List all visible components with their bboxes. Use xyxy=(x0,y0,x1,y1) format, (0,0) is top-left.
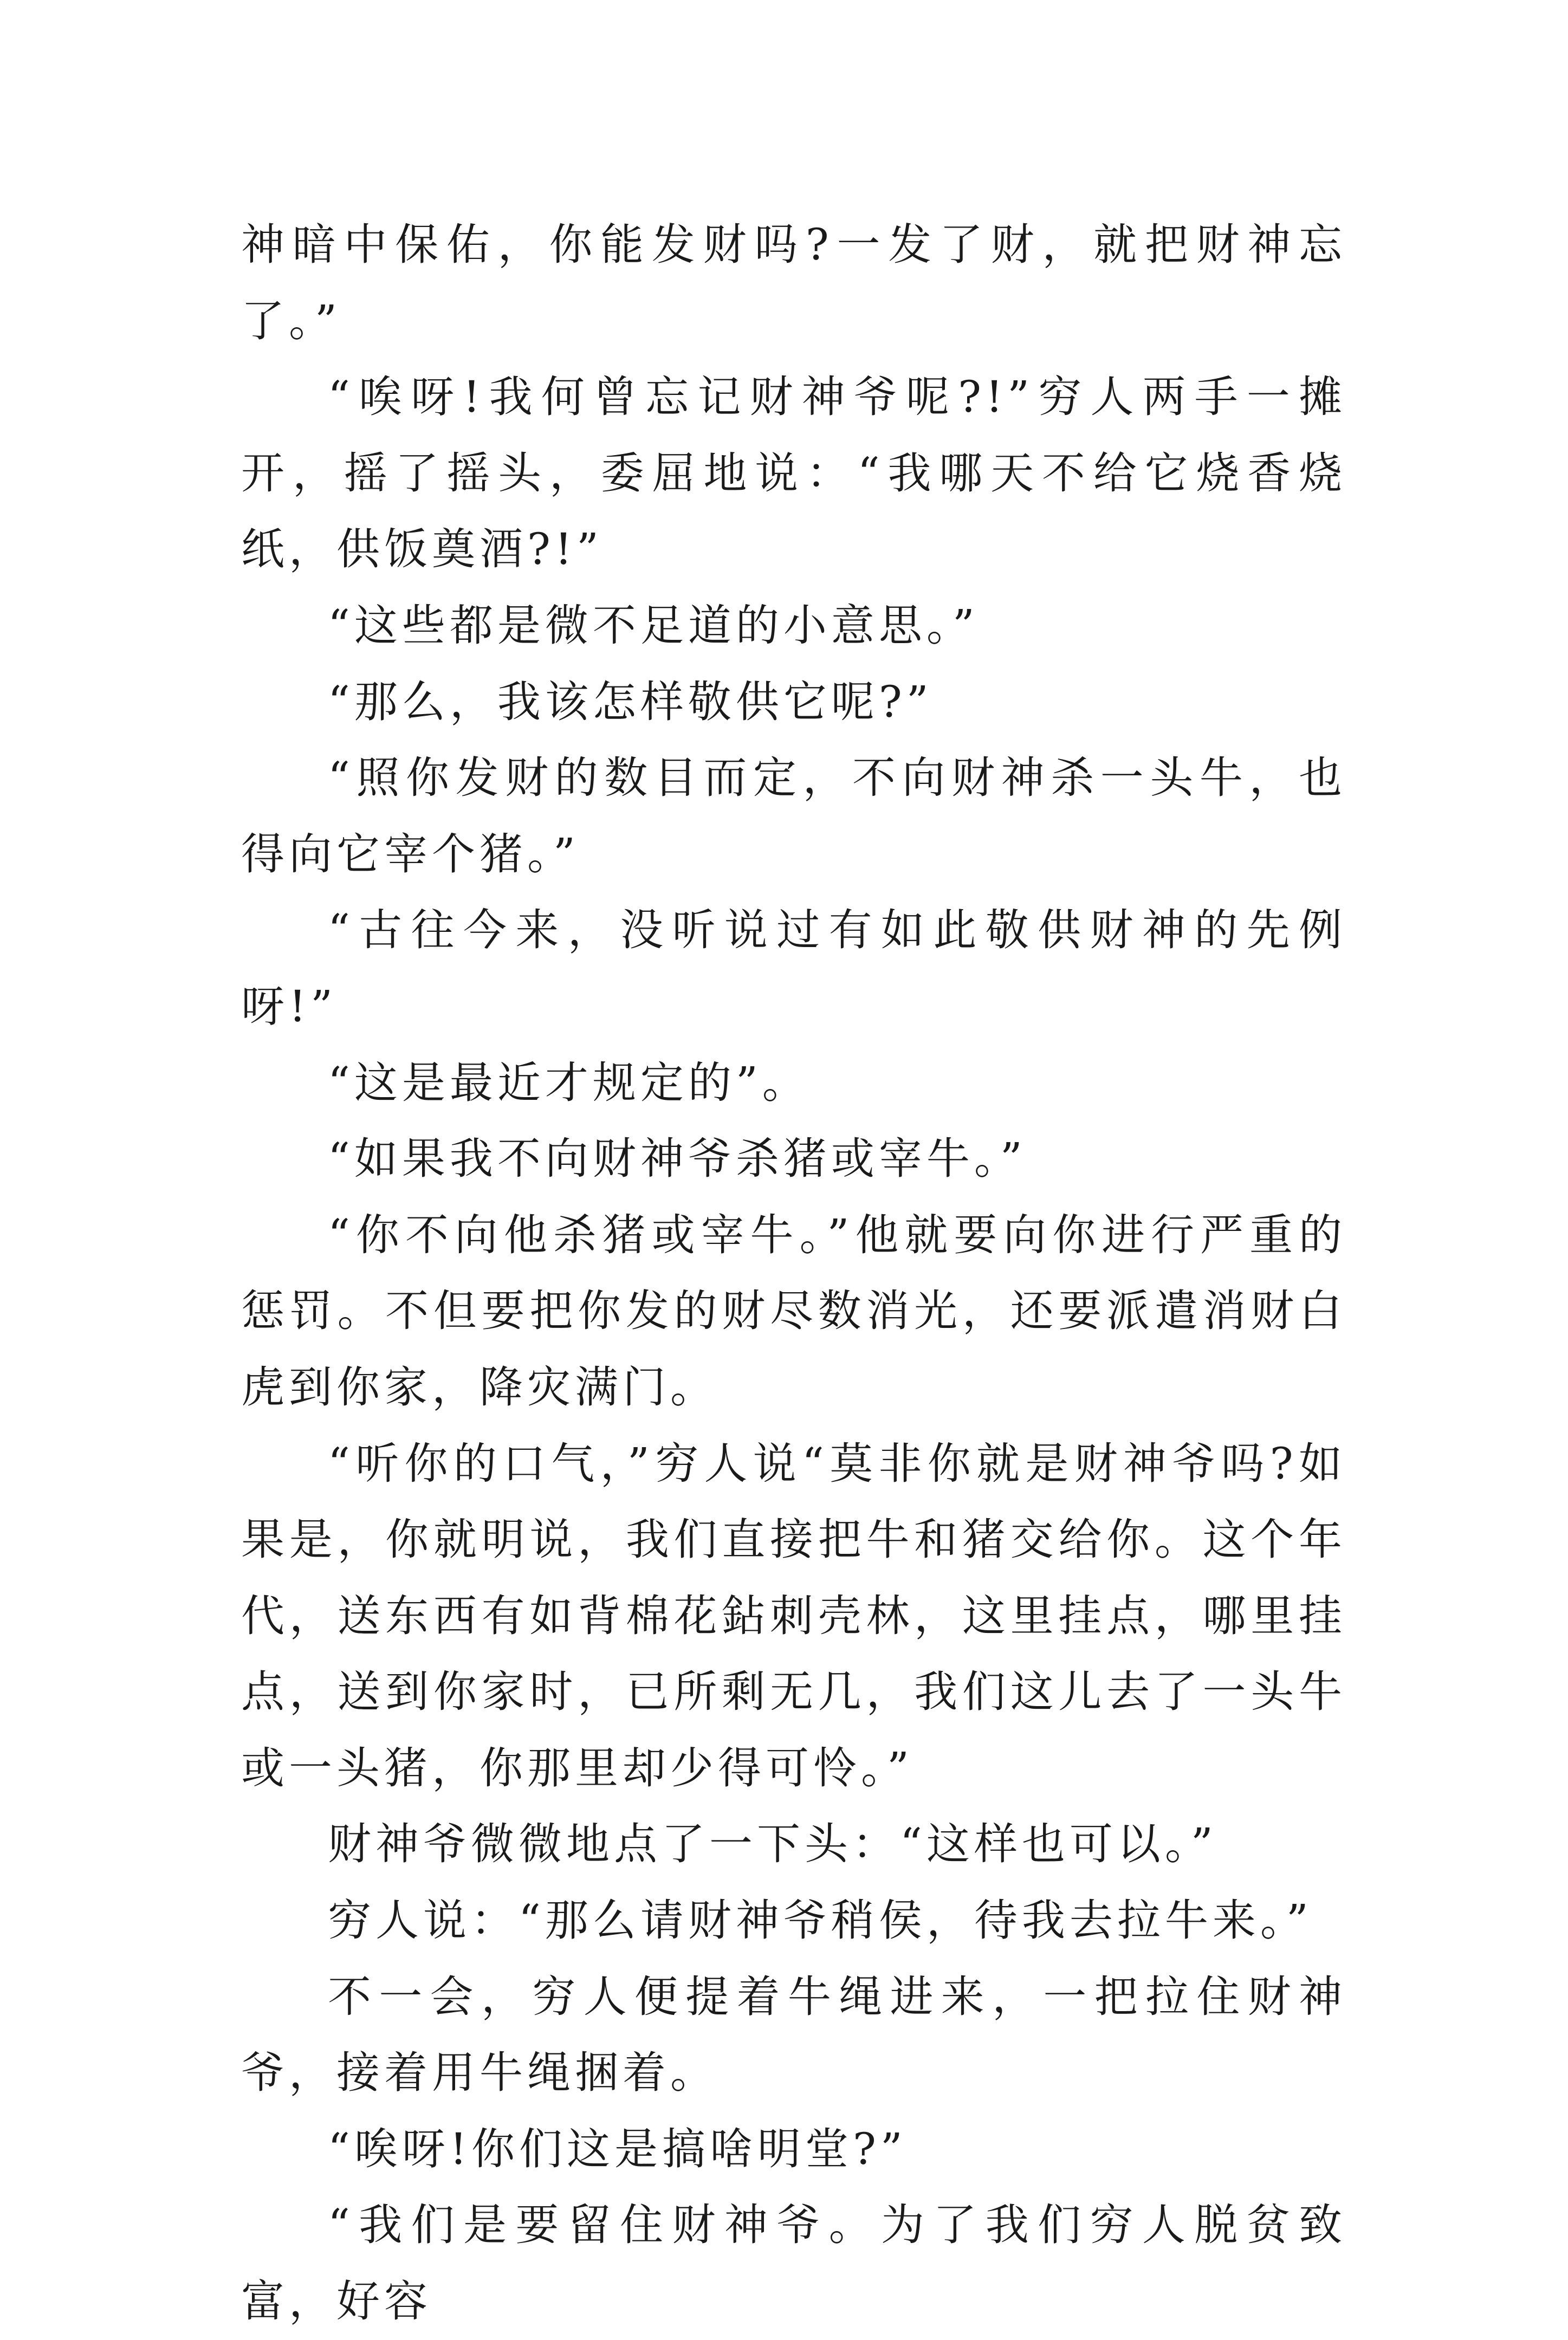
paragraph: “如果我不向财神爷杀猪或宰牛。” xyxy=(328,1133,1027,1184)
paragraph: “我们是要留住财神爷。为了我们穷人脱贫致富，好容 xyxy=(241,2200,1346,2327)
paragraph: “那么，我该怎样敬供它呢?” xyxy=(328,676,933,727)
paragraph: “你不向他杀猪或宰牛。”他就要向你进行严重的惩罚。不但要把你发的财尽数消光，还要派遣消财白虎到你家，降灾满门。 xyxy=(241,1209,1346,1412)
paragraph: “唉呀!你们这是搞啥明堂?” xyxy=(328,2123,907,2174)
paragraph: “这是最近才规定的”。 xyxy=(328,1057,810,1108)
paragraph: 穷人说：“那么请财神爷稍侯，待我去拉牛来。” xyxy=(328,1895,1313,1946)
paragraph: “照你发财的数目而定，不向财神杀一头牛，也得向它宰个猪。” xyxy=(241,753,1346,879)
paragraph: 不一会，穷人便提着牛绳进来，一把拉住财神爷，接着用牛绳捆着。 xyxy=(241,1971,1346,2098)
paragraph: 财神爷微微地点了一下头：“这样也可以。” xyxy=(328,1819,1217,1870)
document-body xyxy=(241,207,1346,2340)
paragraph: “古往今来，没听说过有如此敬供财神的先例呀!” xyxy=(241,905,1346,1032)
paragraph: “这些都是微不足道的小意思。” xyxy=(328,600,979,651)
paragraph: “唉呀!我何曾忘记财神爷呢?!”穷人两手一摊开，摇了摇头，委屈地说：“我哪天不给它烧香烧纸，供饭奠酒?!” xyxy=(241,372,1346,575)
paragraph: 神暗中保佑，你能发财吗?一发了财，就把财神忘了。” xyxy=(241,219,1346,346)
paragraph: “听你的口气，”穷人说“莫非你就是财神爷吗?如果是，你就明说，我们直接把牛和猪交给你。这个年代，送东西有如背棉花鉆刺壳林，这里挂点，哪里挂点，送到你家时，已所剩无几，我们这儿去了一头牛或一头猪，你那里却少得可怜。” xyxy=(241,1438,1346,1793)
